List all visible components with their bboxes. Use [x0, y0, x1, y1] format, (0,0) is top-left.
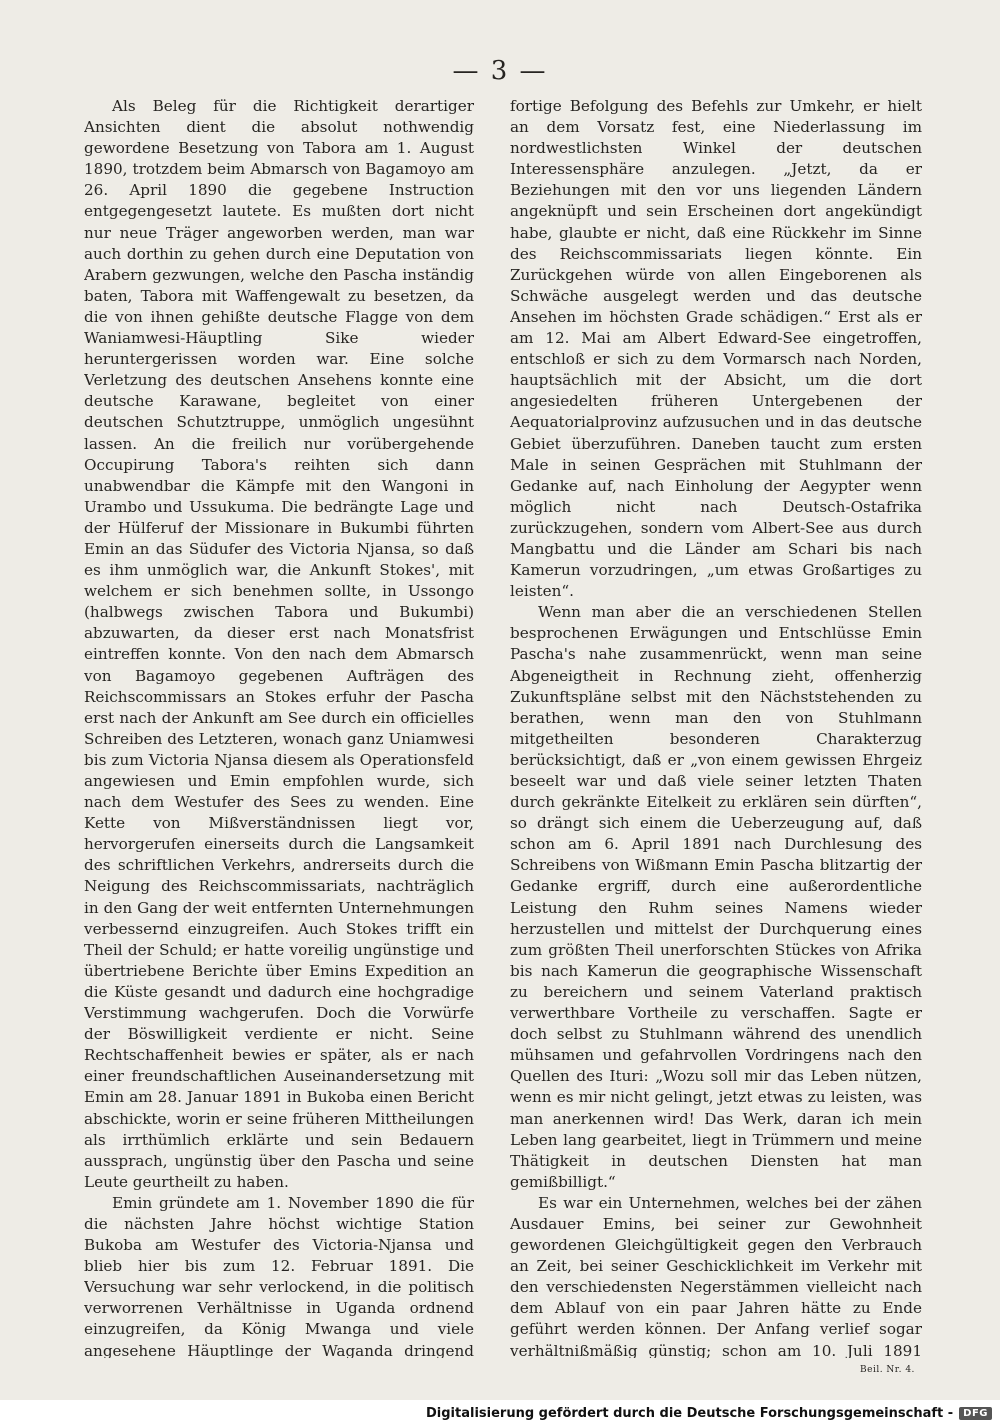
- digitization-footer: [0, 1400, 1000, 1427]
- paragraph: Es war ein Unternehmen, welches bei der zähen Ausdauer Emins, bei seiner zur Gewohnheit gewordenen Gleichgültigkeit gegen den Verbrauch an Zeit, bei seiner Geschicklichkeit im Verkehr mit den verschiedensten Negerstämmen vielleicht nach dem Ablauf von ein paar Jahren hätte zu Ende geführt werden können. Der Anfang verlief sogar verhältnißmäßig günstig; schon am 10. Juli 1891: [510, 1193, 922, 1358]
- footer-text: Digitalisierung gefördert durch die Deutsche Forschungsgemeinschaft -: [426, 1406, 954, 1421]
- right-column: [510, 96, 922, 1358]
- paragraph: Emin gründete am 1. November 1890 die für die nächsten Jahre höchst wichtige Station Bukoba am Westufer des Victoria-Njansa und blieb hier bis zum 12. Februar 1891. Die Versuchung war sehr verlockend, in die politisch verworrenen Verhältnisse in Uganda ordnend einzugreifen, da König Mwanga und viele angesehene Häuptlinge der Waganda dringend: [84, 1193, 474, 1358]
- dfg-logo: DFG: [959, 1407, 992, 1420]
- left-column: [84, 96, 474, 1358]
- paragraph: Wenn man aber die an verschiedenen Stellen besprochenen Erwägungen und Entschlüsse Emin Pascha's nahe zusammenrückt, wenn man seine Abgeneigtheit in Rechnung zieht, offenherzig Zukunftspläne selbst mit den Nächststehenden zu berathen, wenn man den von Stuhlmann mitgetheilten besonderen Charakterzug berücksichtigt, daß er „von einem gewissen Ehrgeiz beseelt war und daß viele seiner letzten Thaten durch gekränkte Eitelkeit zu erklären sein dürften“, so drängt sich einem die Ueberzeugung auf, daß schon am 6. April 1891 nach Durchlesung des Schreibens von Wißmann Emin Pascha blitzartig der Gedanke ergriff, durch eine außerordentliche Leistung den Ruhm seines Namens wieder herzustellen und mittelst der Durchquerung eines zum größten Theil unerforschten Stückes von Afrika bis nach Kamerun die geographische Wissenschaft zu bereichern und seinem Vaterland praktisch verwerthbare Vortheile zu verschaffen. Sagte er doch selbst zu Stuhlmann während des unendlich mühsamen und gefahrvollen Vordringens nach den Quellen des Ituri: „Wozu soll mir das Leben nützen, wenn es mir nicht gelingt, jetzt etwas zu leisten, was man anerkennen wird! Das Werk, daran ich mein Leben lang gearbeitet, liegt in Trümmern und meine Thätigkeit in deutschen Diensten hat man gemißbilligt.“: [510, 603, 922, 1191]
- page-number: — 3 —: [452, 56, 548, 86]
- paragraph: Als Beleg für die Richtigkeit derartiger Ansichten dient die absolut nothwendig gewordene Besetzung von Tabora am 1. August 1890, trotzdem beim Abmarsch von Bagamoyo am 26. April 1890 die gegebene Instruction entgegengesetzt lautete. Es mußten dort nicht nur neue Träger angeworben werden, man war auch dorthin zu gehen durch eine Deputation von Arabern gezwungen, welche den Pascha inständig baten, Tabora mit Waffengewalt zu besetzen, da die von ihnen gehißte deutsche Flagge von dem Waniamwesi-Häuptling Sike wieder heruntergerissen worden war. Eine solche Verletzung des deutschen Ansehens konnte eine deutsche Karawane, begleitet von einer deutschen Schutztruppe, unmöglich ungesühnt lassen. An die freilich nur vorübergehende Occupirung Tabora's reihten sich dann unabwendbar die Kämpfe mit den Wangoni in Urambo und Ussukuma. Die bedrängte Lage und der Hülferuf der Missionare in Bukumbi führten Emin an das Südufer des Victoria Njansa, so daß es ihm unmöglich war, die Ankunft Stokes', mit welchem er sich benehmen sollte, in Ussongo (halbwegs zwischen Tabora und Bukumbi) abzuwarten, da dieser erst nach Monatsfrist eintreffen konnte. Von den nach dem Abmarsch von Bagamoyo gegebenen Aufträgen des Reichscommissars an Stokes erfuhr der Pascha erst nach der Ankunft am See durch ein officielles Schreiben des Letzteren, wonach ganz Uniamwesi bis zum Victoria Njansa diesem als Operationsfeld angewiesen und Emin empfohlen wurde, sich nach dem Westufer des Sees zu wenden. Eine Kette von Mißverständnissen liegt vor, hervorgerufen einerseits durch die Langsamkeit des schriftlichen Verkehrs, andrerseits durch die Neigung des Reichscommissariats, nachträglich in den Gang der weit entfernten Unternehmungen verbessernd einzugreifen. Auch Stokes trifft ein Theil der Schuld; er hatte voreilig ungünstige und übertriebene Berichte über Emins Expedition an die Küste gesandt und dadurch eine hochgradige Verstimmung wachgerufen. Doch die Vorwürfe der Böswilligkeit verdiente er nicht. Seine Rechtschaffenheit bewies er später, als er nach einer freundschaftlichen Auseinandersetzung mit Emin am 28. Januar 1891 in Bukoba einen Bericht abschickte, worin er seine früheren Mittheilungen als irrthümlich erklärte und sein Bedauern aussprach, ungünstig über den Pascha und seine Leute geurtheilt zu haben.: [84, 97, 474, 1191]
- paragraph: fortige Befolgung des Befehls zur Umkehr, er hielt an dem Vorsatz fest, eine Niederlassung im nordwestlichsten Winkel der deutschen Interessensphäre anzulegen. „Jetzt, da er Beziehungen mit den vor uns liegenden Ländern angeknüpft und sein Erscheinen dort angekündigt habe, glaubte er nicht, daß eine Rückkehr im Sinne des Reichscommissariats liegen könnte. Ein Zurückgehen würde von allen Eingeborenen als Schwäche ausgelegt werden und das deutsche Ansehen im höchsten Grade schädigen.“ Erst als er am 12. Mai am Albert Edward-See eingetroffen, entschloß er sich zu dem Vormarsch nach Norden, hauptsächlich mit der Absicht, um die dort angesiedelten früheren Untergebenen der Aequatorialprovinz aufzusuchen und in das deutsche Gebiet überzuführen. Daneben taucht zum ersten Male in seinen Gesprächen mit Stuhlmann der Gedanke auf, nach Einholung der Aegypter wenn möglich nicht nach Deutsch-Ostafrika zurückzugehen, sondern vom Albert-See aus durch Mangbattu und die Länder am Schari bis nach Kamerun vorzudringen, „um etwas Großartiges zu leisten“.: [510, 97, 922, 601]
- signature-mark: Beil. Nr. 4.: [860, 1365, 915, 1375]
